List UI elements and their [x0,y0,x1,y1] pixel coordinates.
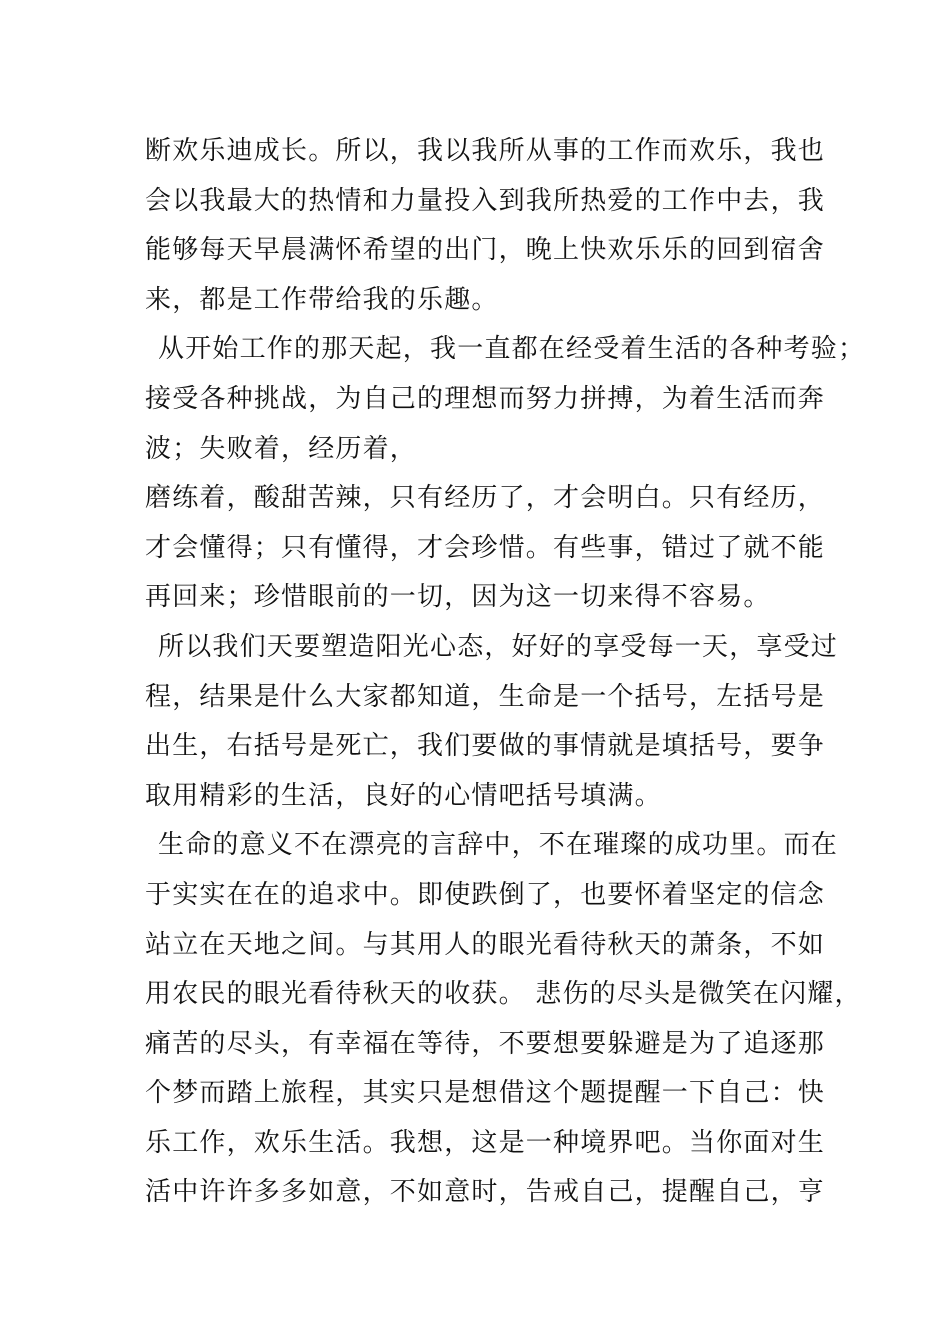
body-text [145,127,866,1218]
paragraph-start-line: 从开始工作的那天起，我一直都在经受着生活的各种考验； [158,334,866,365]
text-line: 断欢乐迪成长。所以，我以我所从事的工作而欢乐，我也 [145,136,826,166]
paragraph-start-line: 生命的意义不在漂亮的言辞中，不在璀璨的成功里。而在 [158,830,839,861]
text-line: 再回来；珍惜眼前的一切，因为这一切来得不容易。 [145,582,771,613]
text-line: 程，结果是什么大家都知道，生命是一个括号，左括号是 [145,681,826,712]
text-line: 活中许许多多如意，不如意时，告戒自己，提醒自己，亨 [145,1177,826,1208]
text-line: 个梦而踏上旅程，其实只是想借这个题提醒一下自己：快 [145,1078,826,1109]
text-line: 于实实在在的追求中。即使跌倒了，也要怀着坚定的信念 [145,879,826,910]
text-line: 乐工作，欢乐生活。我想，这是一种境界吧。当你面对生 [145,1127,826,1158]
text-line: 取用精彩的生活，良好的心情吧括号填满。 [145,780,662,811]
text-line: 会以我最大的热情和力量投入到我所热爱的工作中去，我 [145,185,826,216]
text-line: 才会懂得；只有懂得，才会珍惜。有些事，错过了就不能 [145,532,826,563]
text-line: 用农民的眼光看待秋天的收获。 悲伤的尽头是微笑在闪耀， [145,979,862,1010]
paragraph-start-line: 所以我们天要塑造阳光心态，好好的享受每一天，享受过 [158,631,839,662]
text-line: 接受各种挑战，为自己的理想而努力拼搏，为着生活而奔 [145,383,826,414]
text-line: 波；失败着，经历着， [145,433,418,464]
text-line: 痛苦的尽头，有幸福在等待，不要想要躲避是为了追逐那 [145,1028,826,1059]
text-line: 来，都是工作带给我的乐趣。 [145,284,499,315]
text-line: 出生，右括号是死亡，我们要做的事情就是填括号，要争 [145,731,826,762]
text-line: 站立在天地之间。与其用人的眼光看待秋天的萧条，不如 [145,929,826,960]
text-line: 能够每天早晨满怀希望的出门，晚上快欢乐乐的回到宿舍 [145,235,826,266]
text-line: 磨练着，酸甜苦辣，只有经历了，才会明白。只有经历， [145,483,826,514]
